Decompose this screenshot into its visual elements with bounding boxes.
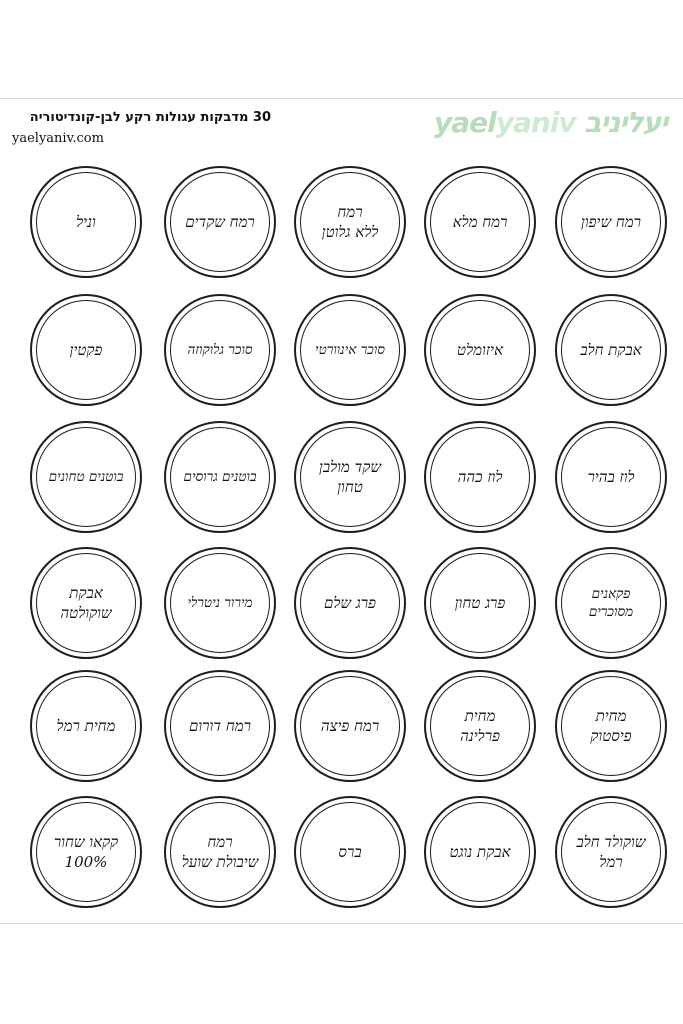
sticker-inner-ring [170,172,270,272]
sticker-inner-ring [430,802,530,902]
sticker-inner-ring [561,802,661,902]
sticker-label: רמח פיצה [320,716,380,735]
sticker-inner-ring [430,427,530,527]
sticker-inner-ring [430,553,530,653]
sticker-label: רמח שיבולת שועל [181,832,259,871]
sticker-inner-ring [300,300,400,400]
sticker-label: אבקת נוגט [449,842,511,861]
sticker-circle [424,294,536,406]
sticker-label: רמח דורום [188,716,252,735]
logo-hebrew-text: יעליניב [584,106,668,139]
sticker-inner-ring [561,553,661,653]
sticker-label: סוכר אינוורטי [315,341,385,358]
sticker-inner-ring [36,676,136,776]
sticker-label: פרג שלם [324,593,376,612]
sticker-label: לוז בהיר [587,467,635,486]
sticker-circle [294,166,406,278]
sticker-circle [555,166,667,278]
sticker-inner-ring [170,553,270,653]
sticker-label: מחית רמל [56,716,116,735]
sticker-circle [30,166,142,278]
sticker-inner-ring [170,802,270,902]
sticker-circle [30,670,142,782]
sticker-label: מחית פרלינה [460,706,500,745]
sticker-inner-ring [170,300,270,400]
sticker-inner-ring [561,676,661,776]
sticker-label: קקאו שחור 100% [53,832,119,871]
sticker-circle [424,670,536,782]
sticker-circle [294,796,406,908]
sticker-inner-ring [430,172,530,272]
sticker-circle [164,421,276,533]
sticker-circle [294,294,406,406]
sticker-inner-ring [561,427,661,527]
sticker-inner-ring [36,427,136,527]
sticker-label: לוז כהה [457,467,503,486]
logo-latin-text-2: yaniv [495,106,576,139]
sticker-inner-ring [300,172,400,272]
sticker-circle [555,670,667,782]
sticker-inner-ring [430,676,530,776]
sticker-label: פקטין [69,340,103,359]
sticker-circle [30,796,142,908]
sticker-inner-ring [36,172,136,272]
sticker-label: רמח שקדים [185,212,255,231]
sticker-label: רמח שיפון [581,212,641,231]
sticker-inner-ring [36,300,136,400]
sticker-label: בוטנים טחונים [48,468,124,485]
sticker-inner-ring [561,172,661,272]
sticker-label: שוקולד חלב רמל [576,832,646,871]
sticker-circle [424,796,536,908]
sticker-label: ברס [338,842,362,861]
sticker-circle [424,547,536,659]
site-url: yaelyaniv.com [12,131,104,146]
sticker-circle [555,547,667,659]
sticker-inner-ring [36,553,136,653]
sticker-circle [164,547,276,659]
sticker-label: סוכר גלוקוזה [187,341,253,358]
sticker-inner-ring [561,300,661,400]
sheet-title: 30 מדבקות עגולות רקע לבן-קונדיטוריה [29,110,271,125]
sticker-circle [555,294,667,406]
sticker-inner-ring [300,676,400,776]
sticker-inner-ring [430,300,530,400]
logo-latin-text: yael [434,106,496,139]
sticker-label: אבקת חלב [580,340,642,359]
sticker-inner-ring [170,427,270,527]
sticker-circle [164,294,276,406]
sticker-circle [424,166,536,278]
sticker-circle [30,547,142,659]
sticker-circle [30,294,142,406]
sticker-label: בוטנים גרוסים [183,468,257,485]
sticker-circle [294,670,406,782]
sticker-inner-ring [300,553,400,653]
sticker-circle [294,421,406,533]
sticker-circle [164,670,276,782]
sticker-circle [555,796,667,908]
sticker-label: שקד מולבן טחון [319,457,381,496]
sticker-inner-ring [36,802,136,902]
sticker-circle [424,421,536,533]
sticker-label: וניל [76,212,96,231]
sticker-label: מירור ניטרלי [187,594,253,611]
sticker-circle [294,547,406,659]
sticker-label: פרג טחון [454,593,506,612]
sticker-label: רמח ללא גלוטן [321,202,379,241]
sticker-inner-ring [170,676,270,776]
sticker-circle [164,796,276,908]
sticker-circle [30,421,142,533]
sticker-label: מחית פיסטוק [590,706,632,745]
sticker-label: רמח מלא [452,212,508,231]
sticker-circle [555,421,667,533]
sticker-inner-ring [300,427,400,527]
sticker-label: אבקת שוקולטה [60,583,112,622]
sticker-circle [164,166,276,278]
sticker-label: פקאנים מסוכרים [588,585,634,620]
sticker-label: איזומלט [457,340,503,359]
sticker-inner-ring [300,802,400,902]
